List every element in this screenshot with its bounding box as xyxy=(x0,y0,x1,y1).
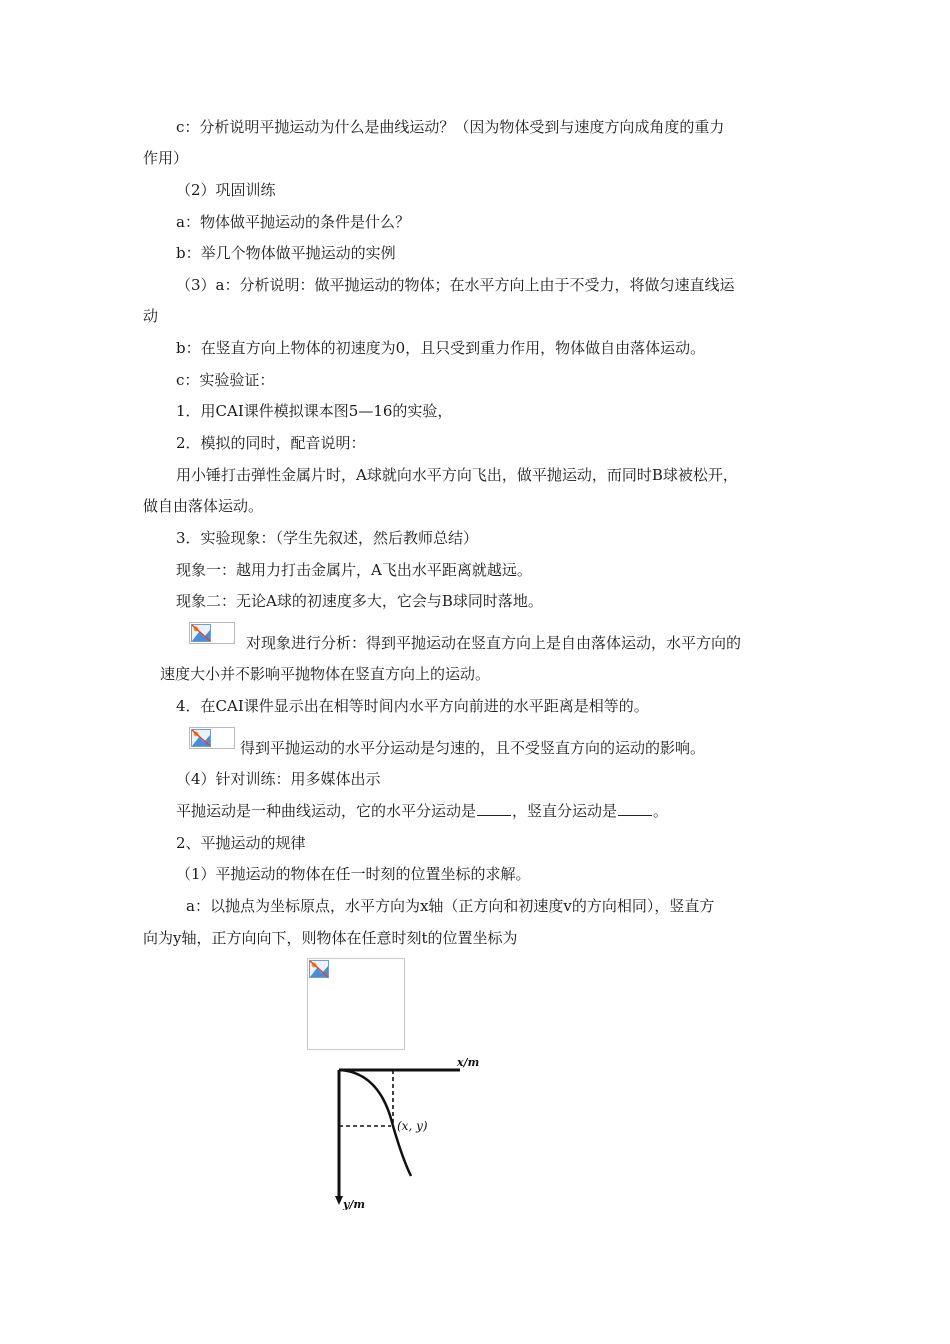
paragraph-line: 向为y轴，正方向向下，则物体在任意时刻t的位置坐标为 xyxy=(143,929,518,947)
paragraph-line: 现象一：越用力打击金属片，A飞出水平距离就越远。 xyxy=(176,561,532,579)
paragraph-line: 4．在CAI课件显示出在相等时间内水平方向前进的水平距离是相等的。 xyxy=(176,697,649,715)
trajectory-diagram xyxy=(325,1050,495,1210)
paragraph-line: 作用） xyxy=(143,149,189,167)
point-label: (x, y) xyxy=(397,1119,428,1133)
question-text: 平抛运动是一种曲线运动，它的水平分运动是 xyxy=(176,802,477,820)
broken-image-placeholder xyxy=(307,958,405,1050)
fill-in-question xyxy=(176,801,668,821)
broken-image-icon xyxy=(309,960,329,978)
answer-blank[interactable] xyxy=(477,801,511,816)
paragraph-line: b：举几个物体做平抛运动的实例 xyxy=(176,244,396,262)
paragraph-line: 3．实验现象：（学生先叙述，然后教师总结） xyxy=(176,529,479,547)
question-text: ，竖直分运动是 xyxy=(512,802,618,820)
broken-image-icon xyxy=(189,727,235,749)
paragraph-line: （2）巩固训练 xyxy=(176,181,276,199)
paragraph-line: a：物体做平抛运动的条件是什么？ xyxy=(176,213,410,231)
y-axis-label: y/m xyxy=(343,1198,366,1210)
paragraph-line: c：分析说明平抛运动为什么是曲线运动？（因为物体受到与速度方向成角度的重力 xyxy=(176,118,725,136)
paragraph-line: 对现象进行分析：得到平抛运动在竖直方向上是自由落体运动，水平方向的 xyxy=(246,634,742,652)
broken-image-icon xyxy=(189,622,235,644)
answer-blank[interactable] xyxy=(618,801,652,816)
paragraph-line: （1）平抛运动的物体在任一时刻的位置坐标的求解。 xyxy=(176,865,531,883)
paragraph-line: 得到平抛运动的水平分运动是匀速的，且不受竖直方向的运动的影响。 xyxy=(240,739,706,757)
paragraph-line: c：实验验证： xyxy=(176,371,275,389)
paragraph-line: 速度大小并不影响平抛物体在竖直方向上的运动。 xyxy=(160,665,491,683)
x-axis-label: x/m xyxy=(457,1056,480,1069)
paragraph-line: a：以抛点为坐标原点，水平方向为x轴（正方向和初速度v的方向相同），竖直方 xyxy=(186,897,715,915)
y-axis-arrow xyxy=(335,1196,343,1205)
paragraph-line: 做自由落体运动。 xyxy=(143,497,264,515)
paragraph-line: （3）a：分析说明：做平抛运动的物体；在水平方向上由于不受力，将做匀速直线运 xyxy=(176,276,735,294)
paragraph-line: 动 xyxy=(143,307,159,325)
paragraph-line: 现象二：无论A球的初速度多大，它会与B球同时落地。 xyxy=(176,592,543,610)
paragraph-line: 1．用CAI课件模拟课本图5—16的实验， xyxy=(176,402,453,420)
paragraph-line: 用小锤打击弹性金属片时，A球就向水平方向飞出，做平抛运动，而同时B球被松开， xyxy=(176,466,738,484)
paragraph-line: 2．模拟的同时，配音说明： xyxy=(176,434,366,452)
paragraph-line: （4）针对训练：用多媒体出示 xyxy=(176,770,381,788)
paragraph-line: b：在竖直方向上物体的初速度为0，且只受到重力作用，物体做自由落体运动。 xyxy=(176,339,706,357)
section-heading: 2、平抛运动的规律 xyxy=(176,834,306,852)
question-text: 。 xyxy=(653,802,669,820)
